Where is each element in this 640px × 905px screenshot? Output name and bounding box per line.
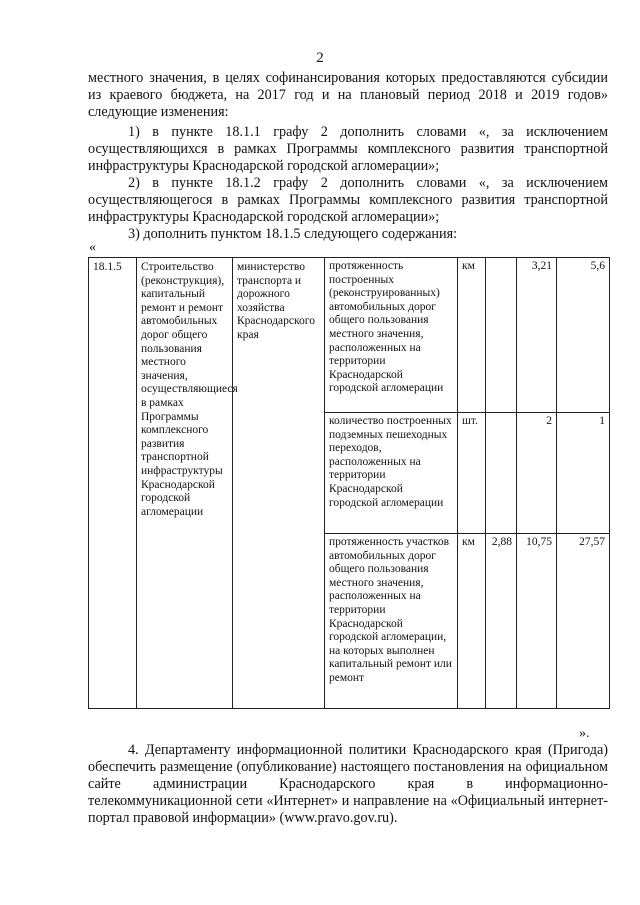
cell-2018: 3,21 [517,258,557,413]
cell-2017 [486,258,517,413]
cell-2017 [486,413,517,534]
cell-2019: 1 [557,413,610,534]
cell-unit: шт. [458,413,486,534]
page-number: 2 [316,50,324,66]
cell-code: 18.1.5 [89,258,137,709]
item-2-paragraph: 2) в пункте 18.1.2 графу 2 дополнить словами «, за исключением осуществляющегося в рамках Программы комплексного развития транспортной инфраструктуры Краснодарской городской агломерации»; [88,175,608,225]
closing-quote: ». [579,726,590,741]
item-4-paragraph: 4. Департаменту информационной политики Краснодарского края (Пригода) обеспечить размещение (опубликование) настоящего постановления на официальном сайте администрации Краснодарского края в информационно-телекоммуникационной сети «Интернет» и направление на «Официальный интернет-портал правовой информации» (www.pravo.gov.ru). [88,742,608,826]
cell-indicator: протяженность построенных (реконструированных) автомобильных дорог общего пользования местного значения, расположенных на территории Краснодарской городской агломерации [325,258,458,413]
item-3-paragraph: 3) дополнить пунктом 18.1.5 следующего содержания: [128,226,458,242]
cell-2019: 27,57 [557,534,610,709]
cell-description: Строительство (реконструкция), капитальный ремонт и ремонт автомобильных дорог общего пользования местного значения, осуществляющиеся в рамках Программы комплексного развития транспортной инфраструктуры Краснодарской городской агломерации [137,258,233,709]
table-row [89,258,610,413]
opening-quote: « [89,240,96,255]
cell-2018: 2 [517,413,557,534]
cell-2017: 2,88 [486,534,517,709]
amendment-table [88,257,610,709]
cell-indicator: количество построенных подземных пешеходных переходов, расположенных на территории Краснодарской городской агломерации [325,413,458,534]
cell-indicator: протяженность участков автомобильных дорог общего пользования местного значения, расположенных на территории Краснодарской городской агломерации, на которых выполнен капитальный ремонт или ремонт [325,534,458,709]
cell-unit: км [458,258,486,413]
intro-paragraph: местного значения, в целях софинансирования которых предоставляются субсидии из краевого бюджета, на 2017 год и на плановый период 2018 и 2019 годов» следующие изменения: [88,70,608,120]
cell-unit: км [458,534,486,709]
item-1-paragraph: 1) в пункте 18.1.1 графу 2 дополнить словами «, за исключением осуществляющихся в рамках Программы комплексного развития транспортной инфраструктуры Краснодарской городской агломерации»; [88,124,608,174]
cell-2019: 5,6 [557,258,610,413]
cell-2018: 10,75 [517,534,557,709]
cell-ministry: министерство транспорта и дорожного хозяйства Краснодарского края [233,258,325,709]
